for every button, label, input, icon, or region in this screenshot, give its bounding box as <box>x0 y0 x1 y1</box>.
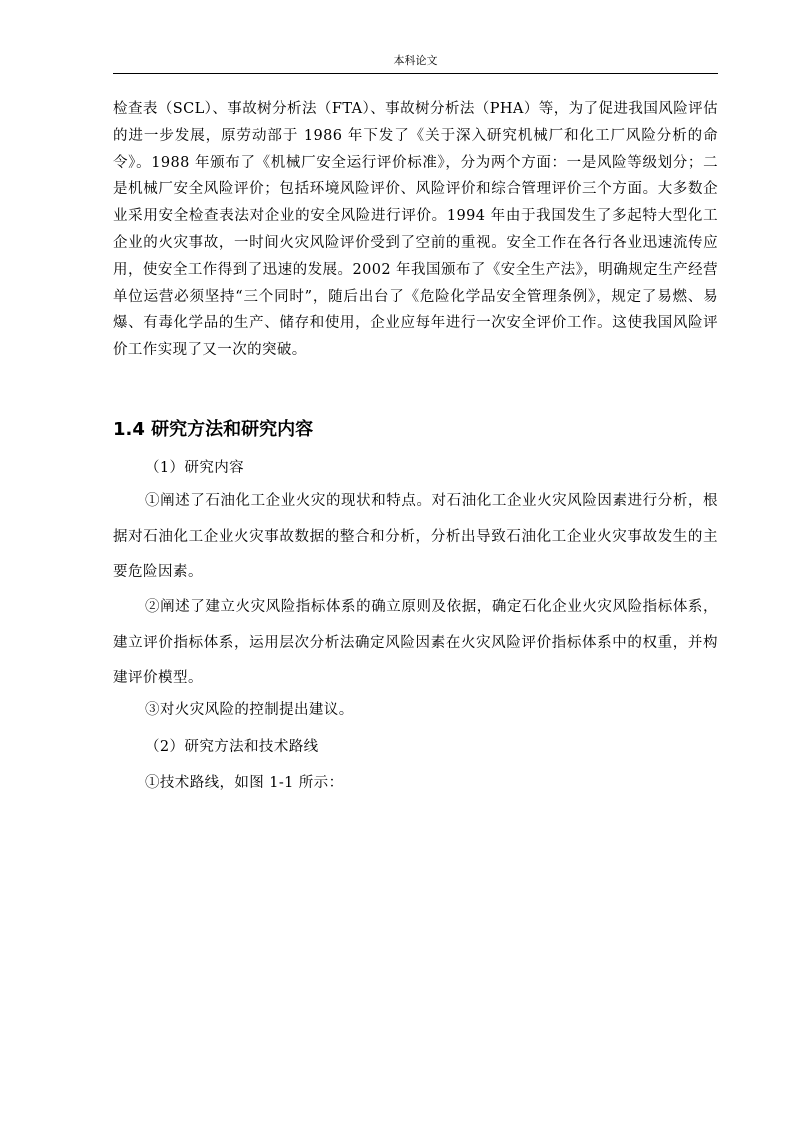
section-heading: 1.4 研究方法和研究内容 <box>113 419 314 440</box>
subheading-research-content: （1）研究内容 <box>145 460 245 476</box>
research-item-1: ①阐述了石油化工企业火灾的现状和特点。对石油化工企业火灾风险因素进行分析，根据对石油化工企业火灾事故数据的整合和分析，分析出导致石油化工企业火灾事故发生的主要危险因素。 <box>113 493 718 580</box>
research-item-2: ②阐述了建立火灾风险指标体系的确立原则及依据，确定石化企业火灾风险指标体系，建立评价指标体系，运用层次分析法确定风险因素在火灾风险评价指标体系中的权重，并构建评价模型。 <box>113 599 718 686</box>
method-item-1: ①技术路线，如图 1-1 所示： <box>145 775 344 791</box>
research-item-3: ③对火灾风险的控制提出建议。 <box>145 702 354 718</box>
running-header: 本科论文 <box>393 54 438 67</box>
subheading-methods: （2）研究方法和技术路线 <box>145 739 319 755</box>
header-divider <box>113 73 718 74</box>
intro-paragraph: 检查表（SCL）、事故树分析法（FTA）、事故树分析法（PHA）等，为了促进我国风险评估的进一步发展，原劳动部于 1986 年下发了《关于深入研究机械厂和化工厂风险分析的命令》。1988 年颁布了《机械厂安全运行评价标准》，分为两个方面：一是风险等级划分；二是机械厂安全风险评价；包括环境风险评价、风险评价和综合管理评价三个方面。大多数企业采用安全检查表法对企业的安全风险进行评价。1994 年由于我国发生了多起特大型化工企业的火灾事故，一时间火灾风险评价受到了空前的重视。安全工作在各行各业迅速流传应用，使安全工作得到了迅速的发展。2002 年我国颁布了《安全生产法》，明确规定生产经营单位运营必须坚持“三个同时”，随后出台了《危险化学品安全管理条例》，规定了易燃、易爆、有毒化学品的生产、储存和使用，企业应每年进行一次安全评价工作。这使我国风险评价工作实现了又一次的突破。 <box>113 101 718 359</box>
